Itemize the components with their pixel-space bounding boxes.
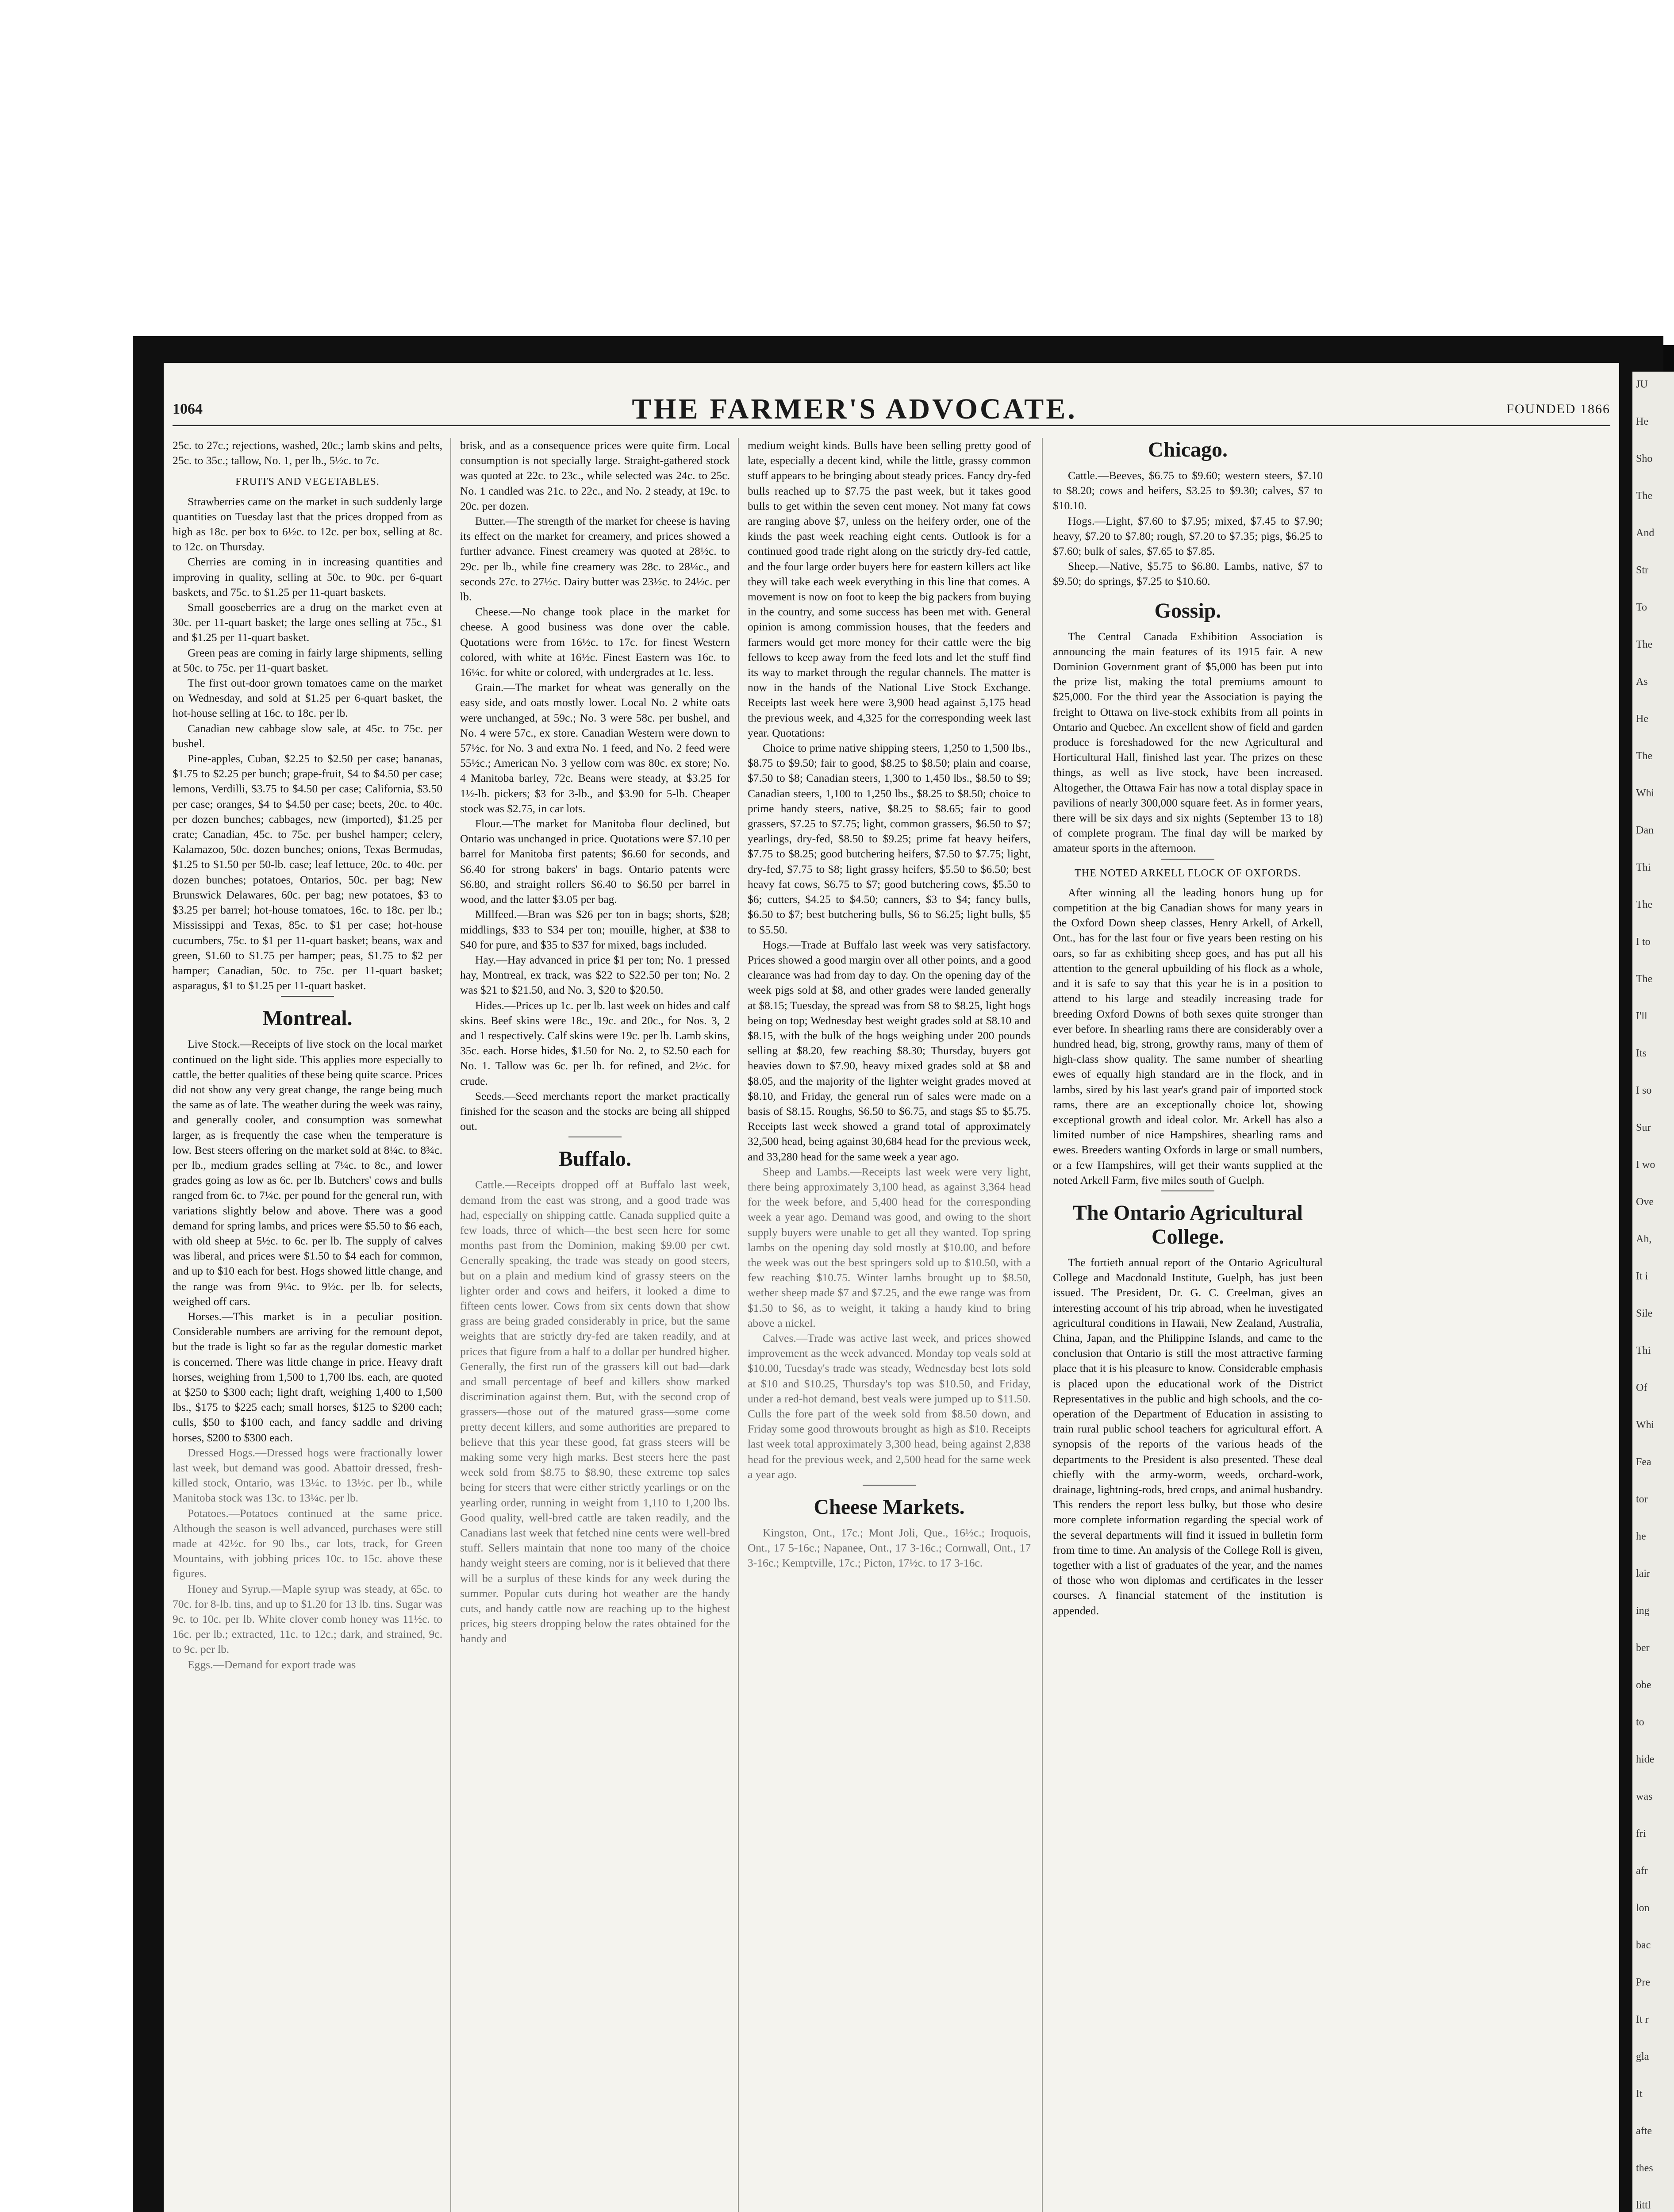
- paragraph: Hides.—Prices up 1c. per lb. last week on hides and calf skins. Beef skins were 18c., 19c. and 20c., for Nos. 3, 2 and 1 respectively. Calf skins were 19c. per lb. Lamb skins, 35c. each. Horse hides, $1.50 for No. 2, to $2.50 each for No. 1. Tallow was 6c. per lb. for refined, and 2½c. for crude.: [460, 998, 730, 1087]
- paragraph: Live Stock.—Receipts of live stock on the local market continued on the light side. This applies more especially to cattle, the better qualities of these being quite scarce. Prices did not show any very great change, the range being much the same as of late. The weather during the week was rainy, and generally cooler, and consumption was somewhat larger, as is frequently the case when the temperature is low. Best steers offering on the market sold at 8¼c. to 8¾c. per lb., medium grades selling at 7¼c. to 8c., and lower grades going as low as 6c. per lb. Butchers' cows and bulls ranged from 6c. to 7¼c. per pound for the general run, with variations slightly below and above. There was a good demand for spring lambs, and prices were $5.50 to $6 each, with old sheep at 5½c. to 6c. per lb. The supply of calves was liberal, and prices were $1.50 to $4 each for common, and up to $10 each for best. Hogs showed little change, and the range was from 9¼c. to 9½c. per lb. for selects, weighed off cars.: [173, 1037, 442, 1308]
- column-1: [173, 438, 442, 2212]
- adjacent-page-fragment: It i: [1636, 1271, 1648, 1282]
- adjacent-page-fragment: obe: [1636, 1679, 1651, 1691]
- paragraph: Dressed Hogs.—Dressed hogs were fractionally lower last week, but demand was good. Abattoir dressed, fresh-killed stock, Ontario, was 13¼c. to 13½c. per lb., while Manitoba stock was 13c. to 13¼c. per lb.: [173, 1446, 442, 1505]
- adjacent-page-fragment: ing: [1636, 1605, 1650, 1617]
- adjacent-page-fragment: he: [1636, 1531, 1646, 1542]
- paragraph: medium weight kinds. Bulls have been selling pretty good of late, especially a decent kind, while the little, grassy common stuff appears to be bringing about steady prices. Fancy dry-fed bulls reached up to $7.75 the past week, but it takes good bulls to get within the seven cent money. Not many fat cows are ranging above $7, unless on the heifery order, one of the kinds the past week reaching eight cents. Outlook is for a continued good trade right along on the strictly dry-fed cattle, and the four large order buyers here for eastern killers act like they will take each week everything in this line that comes. A movement is now on foot to keep the big packers from buying in the country, and some success has been met with. General opinion is among commission houses, that the feeders and farmers would get more money for their cattle were the big fellows to keep away from the feed lots and let the stuff find its way to market through the regular channels. The matter is now in the hands of the National Live Stock Exchange. Receipts last week here were 3,900 head against 5,175 head the previous week, and 4,325 for the corresponding week last year. Quotations:: [748, 439, 1031, 739]
- paragraph: Sheep and Lambs.—Receipts last week were very light, there being approximately 3,100 head, as against 3,364 head for the week before, and 5,400 head for the corresponding week a year ago. Demand was good, and owing to the short supply buyers were unable to get all they wanted. Top spring lambs on the opening day sold mostly at $10.00, and before the week was out the best springers sold up to $10.50, with a few reaching $10.75. Winter lambs brought up to $8.50, wether sheep made $7 and $7.25, and the ewe range was from $1.50 to $6, as to weight, it taking a handy kind to bring above a nickel.: [748, 1165, 1031, 1329]
- section-heading: Buffalo.: [558, 1147, 631, 1171]
- section-subhead: THE NOTED ARKELL FLOCK OF OXFORDS.: [1075, 867, 1301, 879]
- paragraph: Eggs.—Demand for export trade was: [188, 1658, 356, 1671]
- paragraph: After winning all the leading honors hung up for competition at the big Canadian shows for many years in the Oxford Down sheep classes, Henry Arkell, of Arkell, Ont., has for the last four or five years been resting on his oars, so far as exhibiting sheep goes, and has put all his attention to the general upbuilding of his flock as a whole, and it is safe to say that this year he is in a position to attend to his large and steadily increasing trade for breeding Oxford Downs of both sexes quite stronger than ever before. In shearling rams there are considerably over a hundred head, big, strong, growthy rams, many of them of high-class show quality. The same number of shearling ewes of equally high standard are in the flock, and in lambs, sired by his last year's grand pair of imported stock rams, there are an exceptionally choice lot, showing exceptional growth and ideal color. Mr. Arkell has also a limited number of nice Hampshires, shearling rams and ewes. Breeders wanting Oxfords in large or small numbers, or a few Hampshires, will get their wants supplied at the noted Arkell Farm, five miles south of Guelph.: [1053, 886, 1323, 1187]
- adjacent-page-fragment: ber: [1636, 1642, 1650, 1654]
- column-3: [748, 438, 1031, 2212]
- adjacent-page-fragment: To: [1636, 602, 1647, 613]
- divider: [281, 996, 334, 997]
- paragraph: Hay.—Hay advanced in price $1 per ton; No. 1 pressed hay, Montreal, ex track, was $22 to $22.50 per ton; No. 2 was $21 to $21.50, and No. 3, $20 to $20.50.: [460, 953, 730, 997]
- adjacent-page-fragment: The: [1636, 973, 1653, 985]
- adjacent-page-fragment: afte: [1636, 2125, 1652, 2137]
- paragraph: Seeds.—Seed merchants report the market practically finished for the season and the stocks are being all shipped out.: [460, 1089, 730, 1133]
- newspaper-page: [164, 363, 1619, 2212]
- adjacent-page-fragment: The: [1636, 490, 1653, 502]
- adjacent-page-fragment: Thi: [1636, 1345, 1651, 1356]
- adjacent-page-fragment: He: [1636, 416, 1648, 427]
- paragraph: 25c. to 27c.; rejections, washed, 20c.; lamb skins and pelts, 25c. to 35c.; tallow, No. 1, per lb., 5½c. to 7c.: [173, 439, 442, 467]
- top-margin: [0, 0, 1674, 345]
- paragraph: Canadian new cabbage slow sale, at 45c. to 75c. per bushel.: [173, 722, 442, 750]
- paragraph: Butter.—The strength of the market for cheese is having its effect on the market for creamery, and prices showed a further advance. Finest creamery was quoted at 28½c. to 29c. per lb., while fine creamery was 28c. to 28¼c., and seconds 27c. to 27½c. Dairy butter was 23½c. to 24½c. per lb.: [460, 515, 730, 603]
- column-2: [460, 438, 730, 2212]
- adjacent-page-fragment: Ah,: [1636, 1233, 1652, 1245]
- adjacent-page-fragment: tor: [1636, 1494, 1648, 1505]
- adjacent-page-fragment: littl: [1636, 2200, 1651, 2211]
- adjacent-page-fragment: was: [1636, 1791, 1653, 1802]
- paragraph: Calves.—Trade was active last week, and prices showed improvement as the week advanced. Monday top veals sold at $10.00, Tuesday's trade was steady, Wednesday best lots sold at $10 and $10.25, Thursday's top was $10.50, and Friday, under a red-hot demand, best veals were jumped up to $11.50. Culls the fore part of the week sold from $8.50 down, and Friday some good throwouts brought as high as $10. Receipts last week total approximately 3,300 head, being against 2,838 head for the previous week, and 2,500 head for the same week a year ago.: [748, 1331, 1031, 1481]
- adjacent-page-fragment: The: [1636, 899, 1653, 910]
- adjacent-page-fragment: afr: [1636, 1865, 1648, 1877]
- masthead-title: THE FARMER'S ADVOCATE.: [632, 393, 1077, 425]
- paragraph: Hogs.—Light, $7.60 to $7.95; mixed, $7.45 to $7.90; heavy, $7.20 to $7.80; rough, $7.20 to $7.35; pigs, $6.25 to $7.60; bulk of sales, $7.65 to $7.85.: [1053, 514, 1323, 558]
- section-heading: Montreal.: [262, 1006, 353, 1030]
- page-number: 1064: [173, 401, 203, 417]
- adjacent-page-sliver: [1632, 372, 1674, 2212]
- adjacent-page-fragment: Sur: [1636, 1122, 1651, 1133]
- paragraph: Kingston, Ont., 17c.; Mont Joli, Que., 16½c.; Iroquois, Ont., 17 5-16c.; Napanee, Ont., 17 3-16c.; Cornwall, Ont., 17 3-16c.; Kemptville, 17c.; Picton, 17½c. to 17 3-16c.: [748, 1526, 1031, 1570]
- adjacent-page-fragment: gla: [1636, 2051, 1649, 2062]
- adjacent-page-fragment: And: [1636, 527, 1655, 539]
- adjacent-page-fragment: Pre: [1636, 1977, 1650, 1988]
- adjacent-page-fragment: Sile: [1636, 1308, 1653, 1319]
- adjacent-page-fragment: fri: [1636, 1828, 1646, 1839]
- adjacent-page-fragment: I so: [1636, 1085, 1652, 1096]
- paragraph: Potatoes.—Potatoes continued at the same price. Although the season is well advanced, purchases were still made at 42½c. for 90 lbs., car lots, track, for Green Mountains, with jobbing prices 10c. to 15c. above these figures.: [173, 1506, 442, 1580]
- section-heading: Chicago.: [1148, 438, 1228, 461]
- page-header: [173, 394, 1610, 426]
- paragraph: Strawberries came on the market in such suddenly large quantities on Tuesday last that the prices dropped from as high as 18c. per box to 6½c. to 12c. per box, selling at 8c. to 12c. on Thursday.: [173, 495, 442, 553]
- adjacent-page-fragment: Whi: [1636, 1419, 1655, 1431]
- adjacent-page-fragment: Its: [1636, 1048, 1647, 1059]
- adjacent-page-fragment: I'll: [1636, 1010, 1647, 1022]
- column-rule: [738, 438, 739, 2212]
- adjacent-page-fragment: It r: [1636, 2014, 1649, 2025]
- adjacent-page-fragment: Str: [1636, 565, 1649, 576]
- paragraph: The first out-door grown tomatoes came on the market on Wednesday, and sold at $1.25 per 6-quart basket, the hot-house selling at 16c. to 18c. per lb.: [173, 676, 442, 720]
- adjacent-page-fragment: lon: [1636, 1902, 1650, 1914]
- adjacent-page-fragment: JU: [1636, 379, 1648, 390]
- adjacent-page-fragment: bac: [1636, 1939, 1651, 1951]
- paragraph: Hogs.—Trade at Buffalo last week was very satisfactory. Prices showed a good margin over all other points, and a good clearance was had from day to day. On the opening day of the week pigs sold at $8, and other grades were landed generally at $8.15; Tuesday, the spread was from $8 to $8.25, light hogs being on top; Wednesday best weight grades sold at $8.10 and $8.15, with the bulk of the hogs weighing under 200 pounds selling at $8.20, few reaching $8.30; Thursday, buyers got heavies down to $7.90, heavy mixed grades sold at $8 and $8.05, and the majority of the lighter weight grades moved at $8.10, and Friday, the general run of sales were made on a basis of $8.15. Roughs, $6.50 to $6.75, and stags $5 to $5.75. Receipts last week showed a grand total of approximately 32,500 head, being against 30,684 head for the previous week, and 33,280 head for the same week a year ago.: [748, 938, 1031, 1163]
- paragraph: Cheese.—No change took place in the market for cheese. A good business was done over the cable. Quotations were from 16½c. to 17c. for finest Western colored, with white at 16½c. Finest Eastern was 16c. to 16¼c. for white or colored, with undergrades at 1c. less.: [460, 605, 730, 679]
- adjacent-page-fragment: Dan: [1636, 825, 1654, 836]
- adjacent-page-fragment: hide: [1636, 1754, 1655, 1765]
- paragraph: Flour.—The market for Manitoba flour declined, but Ontario was unchanged in price. Quotations were $7.10 per barrel for Manitoba first patents; $6.60 for seconds, and $6.40 for strong bakers' in bags. Ontario patents were $6.80, and straight rollers $6.40 to $6.50 per barrel in wood, and the latter $3.05 per bag.: [460, 817, 730, 906]
- adjacent-page-fragment: Fea: [1636, 1456, 1651, 1468]
- adjacent-page-fragment: The: [1636, 750, 1653, 762]
- paragraph: brisk, and as a consequence prices were quite firm. Local consumption is not specially large. Straight-gathered stock was quoted at 22c. to 23c., while selected was 24c. to 25c. No. 1 candled was 21c. to 22c., and No. 2 steady, at 19c. to 20c. per dozen.: [460, 439, 730, 512]
- adjacent-page-fragment: Sho: [1636, 453, 1653, 465]
- adjacent-page-fragment: The: [1636, 639, 1653, 650]
- founded-line: FOUNDED 1866: [1506, 402, 1610, 416]
- paragraph: Sheep.—Native, $5.75 to $6.80. Lambs, native, $7 to $9.50; do springs, $7.25 to $10.60.: [1053, 560, 1323, 588]
- column-rule: [1042, 438, 1043, 2212]
- divider: [863, 1485, 916, 1486]
- section-heading: Cheese Markets.: [814, 1495, 965, 1519]
- divider: [1161, 859, 1214, 860]
- paragraph: Cattle.—Beeves, $6.75 to $9.60; western steers, $7.10 to $8.20; cows and heifers, $3.25 to $9.30; calves, $7 to $10.10.: [1053, 469, 1323, 512]
- section-heading: Gossip.: [1154, 599, 1221, 622]
- adjacent-page-fragment: It: [1636, 2088, 1643, 2100]
- adjacent-page-fragment: As: [1636, 676, 1648, 687]
- paragraph: Small gooseberries are a drug on the market even at 30c. per 11-quart basket; the large ones selling at 75c., $1 and $1.25 per 11-quart basket.: [173, 601, 442, 644]
- paragraph: Honey and Syrup.—Maple syrup was steady, at 65c. to 70c. for 8-lb. tins, and up to $1.20 for 13 lb. tins. Sugar was 9c. to 10c. per lb. White clover comb honey was 11½c. to 16c. per lb.; extracted, 11c. to 12c.; dark, and strained, 9c. to 9c. per lb.: [173, 1582, 442, 1656]
- adjacent-page-fragment: Whi: [1636, 787, 1655, 799]
- paragraph: Horses.—This market is in a peculiar position. Considerable numbers are arriving for the remount depot, but the trade is light so far as the regular domestic market is concerned. There was little change in price. Heavy draft horses, weighing from 1,500 to 1,700 lbs. each, are quoted at $250 to $300 each; light draft, weighing 1,400 to 1,500 lbs., $175 to $225 each; small horses, $125 to $200 each; culls, $50 to $100 each, and fancy saddle and driving horses, $200 to $300 each.: [173, 1310, 442, 1444]
- adjacent-page-fragment: to: [1636, 1717, 1644, 1728]
- adjacent-page-fragment: Ove: [1636, 1196, 1654, 1208]
- column-4: [1053, 438, 1323, 2212]
- paragraph: Cherries are coming in in increasing quantities and improving in quality, selling at 50c. to 90c. per 6-quart baskets, and 75c. to $1.25 per 11-quart baskets.: [173, 555, 442, 599]
- paragraph: Grain.—The market for wheat was generally on the easy side, and oats mostly lower. Local No. 2 white oats were unchanged, at 59c.; No. 3 were 58c. per bushel, and No. 4 were 57c., ex store. Canadian Western were down to 57½c. for No. 3 and extra No. 1 feed, and No. 2 feed were 55½c.; American No. 3 yellow corn was 80c. ex store; No. 4 Manitoba barley, 72c. Beans were steady, at $3.25 for 1½-lb. pickers; $3 for 3-lb., and $3.90 for 5-lb. Cheaper stock was $2.75, in car lots.: [460, 681, 730, 815]
- adjacent-page-fragment: Of: [1636, 1382, 1647, 1394]
- paragraph: The Central Canada Exhibition Association is announcing the main features of its 1915 fair. A new Dominion Government grant of $5,000 has been put into the prize list, making the total premiums amount to $25,000. For the third year the Association is paying the freight to Ottawa on live-stock exhibits from all points in Ontario and Quebec. An excellent show of field and garden produce is foreshadowed for the new Agricultural and Horticultural Hall, finished last year. The prizes on these things, as well as live stock, have been increased. Altogether, the Ottawa Fair has now a total display space in pavilions of nearly 300,000 square feet. As in former years, there will be six days and six nights (September 13 to 18) of complete program. The final day will be marked by amateur sports in the afternoon.: [1053, 630, 1323, 855]
- column-rule: [450, 438, 451, 2212]
- section-heading: The Ontario Agricultural College.: [1073, 1201, 1303, 1248]
- adjacent-page-fragment: I to: [1636, 936, 1651, 948]
- paragraph: Green peas are coming in fairly large shipments, selling at 50c. to 75c. per 11-quart basket.: [173, 646, 442, 674]
- adjacent-page-fragment: I wo: [1636, 1159, 1655, 1171]
- adjacent-page-fragment: lair: [1636, 1568, 1650, 1579]
- paragraph: Pine-apples, Cuban, $2.25 to $2.50 per case; bananas, $1.75 to $2.25 per bunch; grape-fruit, $4 to $4.50 per case; lemons, Verdilli, $3.75 to $4.50 per case; California, $3.50 per case; oranges, $4 to $4.50 per case; beets, 20c. to 40c. per dozen bunches; cabbages, new (imported), $1.25 per crate; Canadian, 45c. to 75c. per bushel hamper; celery, Kalamazoo, 50c. dozen bunches; onions, Texas Bermudas, $1.25 to $1.50 per 50-lb. case; leaf lettuce, 20c. to 40c. per dozen bunches; potatoes, Ontarios, 50c. per bag; New Brunswick Delawares, 60c. per bag; new potatoes, $3 to $3.25 per barrel; hot-house tomatoes, 16c. to 18c. per lb.; Mississippi and Texas, 85c. to $1 per case; hot-house cucumbers, 75c. to $1 per 11-quart basket; beans, wax and green, $1.60 to $1.75 per hamper; peas, $1.75 to $2 per hamper; Canadian, 50c. to 75c. per 11-quart basket; asparagus, $1 to $1.25 per 11-quart basket.: [173, 752, 442, 992]
- section-subhead: FRUITS AND VEGETABLES.: [235, 476, 380, 488]
- paragraph: The fortieth annual report of the Ontario Agricultural College and Macdonald Institute, Guelph, has just been issued. The President, Dr. G. C. Creelman, gives an interesting account of his trip abroad, when he investigated agricultural conditions in Hawaii, New Zealand, Australia, China, Japan, and the Philippine Islands, and came to the conclusion that Ontario is still the most attractive farming place that it is his pleasure to know. Considerable emphasis is placed upon the educational work of the District Representatives in the public and high schools, and the co-operation of the Department of Education in assisting to train rural public school teachers for agricultural effort. A synopsis of the reports of the various heads of the departments to the President is also presented. These deal chiefly with the army-worm, weeds, orchard-work, drainage, lightning-rods, bred crops, and animal husbandry. This renders the report less bulky, but those who desire more complete information regarding the special work of the several departments will find it issued in bulletin form from time to time. An analysis of the College Roll is given, together with a list of graduates of the year, and the names of those who won diplomas and certificates in the lesser courses. A financial statement of the institution is appended.: [1053, 1256, 1323, 1617]
- adjacent-page-fragment: He: [1636, 713, 1648, 725]
- paragraph: Millfeed.—Bran was $26 per ton in bags; shorts, $28; middlings, $33 to $34 per ton; mouille, higher, at $38 to $40 for pure, and $35 to $37 for mixed, bags included.: [460, 908, 730, 951]
- adjacent-page-fragment: thes: [1636, 2162, 1653, 2174]
- paragraph: Cattle.—Receipts dropped off at Buffalo last week, demand from the east was strong, and a good trade was had, especially on shipping cattle. Canada supplied quite a few loads, three of which—the best seen here for some months past from the Dominion, making $9.00 per cwt. Generally speaking, the trade was steady on good steers, but on a plain and medium kind of grassy steers on the lighter order and cows and heifers, it looked a dime to fifteen cents lower. Cows from six cents down that show grass are being graded considerably in price, but the same weights that are strictly dry-fed are taken readily, and at prices that figure from a half to a dollar per hundred higher. Generally, the first run of the grassers kill out bad—dark and small percentage of beef and killers show marked discrimination against them. But, with the second crop of grassers—those out of the matured grass—some come pretty decent killers, and some authorities are prepared to believe that this year these good, fat grass steers will be making some very high marks. Best steers here the past week sold from $8.75 to $8.90, these extreme top sales being for steers that were either strictly yearlings or on the yearling order, running in weight from 1,110 to 1,200 lbs. Good quality, well-bred cattle are taken readily, and the Canadians last week that fetched nine cents were well-bred stuff. Sellers maintain that none too many of the choice handy weight steers are coming, nor is it believed that there will be a surplus of these kinds for any week during the summer. Popular cuts during hot weather are the handy cuts, and handy cattle now are reaching up to the highest prices, big steers dropping below the rates obtained for the handy and: [460, 1178, 730, 1645]
- paragraph: Choice to prime native shipping steers, 1,250 to 1,500 lbs., $8.75 to $9.50; fair to good, $8.25 to $8.50; plain and coarse, $7.50 to $8; Canadian steers, 1,300 to 1,450 lbs., $8.50 to $9; Canadian steers, 1,100 to 1,250 lbs., $8.25 to $8.50; choice to prime handy steers, native, $8.25 to $8.65; fair to good grassers, $7.25 to $7.75; light, common grassers, $6.50 to $7; yearlings, dry-fed, $8.50 to $9.25; prime fat heavy heifers, $7.75 to $8.25; good butchering heifers, $7.50 to $7.75; light, dry-fed, $7.75 to $8; light grassy heifers, $5.50 to $6.50; best heavy fat cows, $6.75 to $7; good butchering cows, $5.50 to $6; cutters, $4.25 to $4.50; canners, $3 to $4; fancy bulls, $6.50 to $7; best butchering bulls, $6 to $6.25; light bulls, $5 to $5.50.: [748, 741, 1031, 936]
- divider: [1161, 1190, 1214, 1191]
- adjacent-page-fragment: Thi: [1636, 862, 1651, 873]
